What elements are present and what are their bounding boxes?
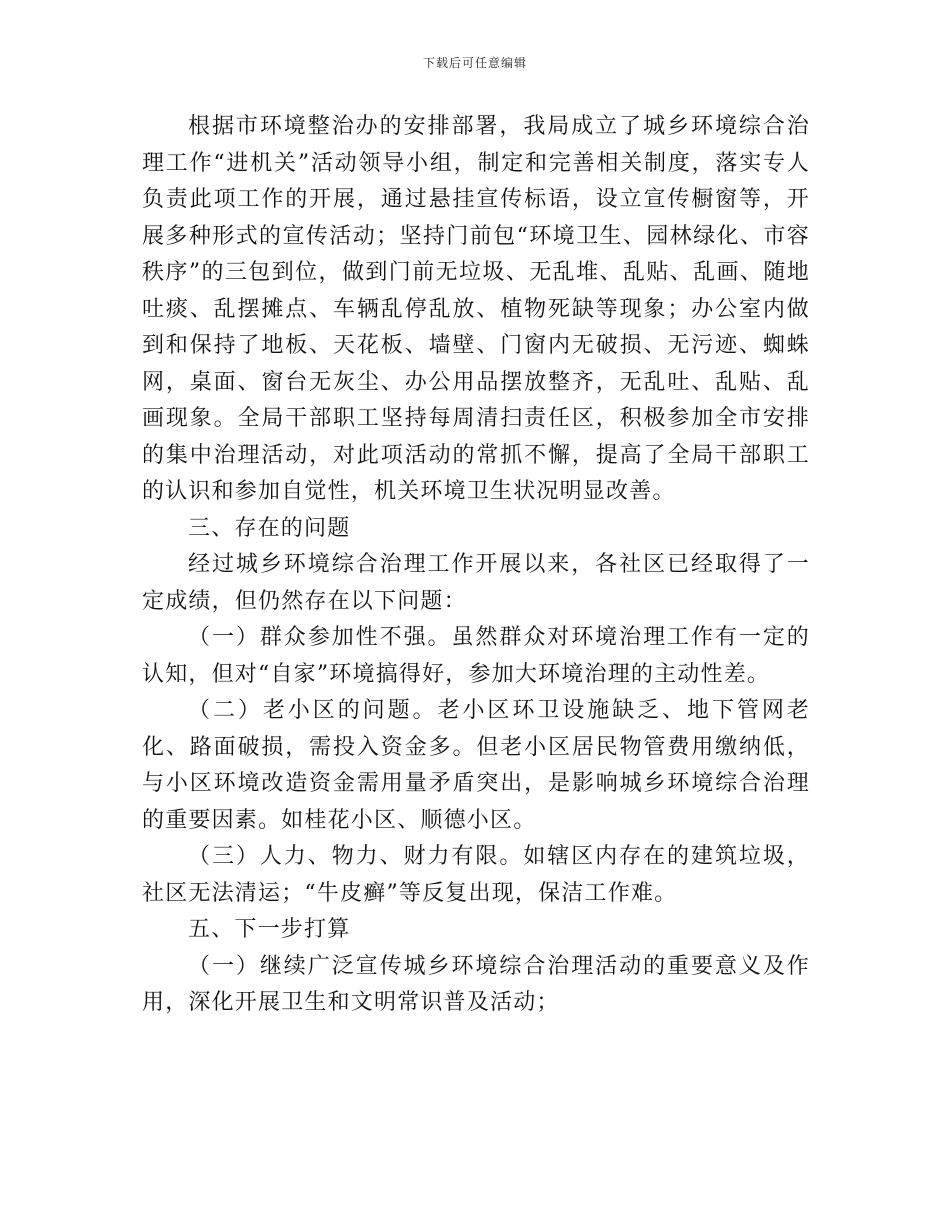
section-heading-problems: 三、存在的问题 <box>188 515 351 541</box>
paragraph-problem-2: （二）老小区的问题。老小区环卫设施缺乏、地下管网老化、路面破损，需投入资金多。但老小区居民物管费用缴纳低，与小区环境改造资金需用量矛盾突出，是影响城乡环境综合治理的重要因素。如桂花小区、顺德小区。 <box>142 698 810 833</box>
paragraph-problem-1: （一）群众参加性不强。虽然群众对环境治理工作有一定的认知，但对“自家”环境搞得好，参加大环境治理的主动性差。 <box>142 625 810 687</box>
paragraph-next-step-1: （一）继续广泛宣传城乡环境综合治理活动的重要意义及作用，深化开展卫生和文明常识普及活动； <box>142 953 810 1015</box>
paragraph-problem-3: （三）人力、物力、财力有限。如辖区内存在的建筑垃圾，社区无法清运；“牛皮癣”等反复出现，保洁工作难。 <box>142 844 810 906</box>
page-header: 下载后可任意编辑 <box>422 56 527 70</box>
document-body <box>142 109 810 1022</box>
section-heading-next-steps: 五、下一步打算 <box>188 917 351 942</box>
paragraph-office-activity: 根据市环境整治办的安排部署，我局成立了城乡环境综合治理工作“进机关”活动领导小组，制定和完善相关制度，落实专人负责此项工作的开展，通过悬挂宣传标语，设立宣传橱窗等，开展多种形式的宣传活动；坚持门前包“环境卫生、园林绿化、市容秩序”的三包到位，做到门前无垃圾、无乱堆、乱贴、乱画、随地吐痰、乱摆摊点、车辆乱停乱放、植物死缺等现象；办公室内做到和保持了地板、天花板、墙壁、门窗内无破损、无污迹、蜘蛛网，桌面、窗台无灰尘、办公用品摆放整齐，无乱吐、乱贴、乱画现象。全局干部职工坚持每周清扫责任区，积极参加全市安排的集中治理活动，对此项活动的常抓不懈，提高了全局干部职工的认识和参加自觉性，机关环境卫生状况明显改善。 <box>142 114 810 504</box>
paragraph-problems-intro: 经过城乡环境综合治理工作开展以来，各社区已经取得了一定成绩，但仍然存在以下问题： <box>142 552 810 614</box>
